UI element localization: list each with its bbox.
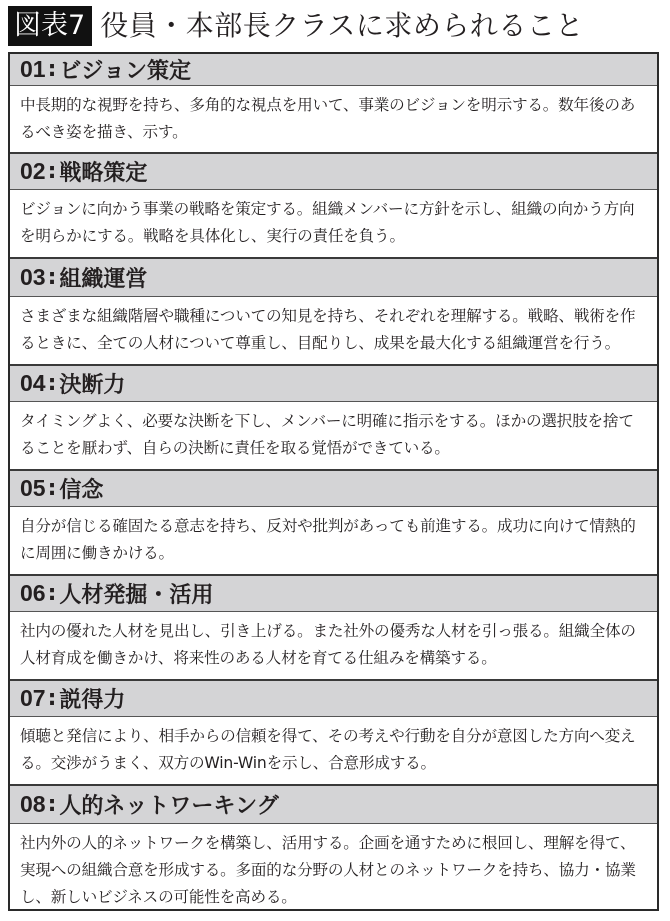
section-separator: : xyxy=(47,265,57,290)
section-separator: : xyxy=(47,159,57,184)
section-body: タイミングよく、必要な決断を下し、メンバーに明確に指示をする。ほかの選択肢を捨てることを厭わず、自らの決断に責任を取る覚悟ができている。 xyxy=(20,412,634,457)
section-title: ビジョン策定 xyxy=(59,59,191,84)
section-body: さまざまな組織階層や職種についての知見を持ち、それぞれを理解する。戦略、戦術を作るときに、全ての人材について尊重し、目配りし、成果を最大化する組織運営を行う。 xyxy=(20,307,636,352)
section-body: 社内の優れた人材を見出し、引き上げる。また社外の優秀な人材を引っ張る。組織全体の人材育成を働きかけ、将来性のある人材を育てる仕組みを構築する。 xyxy=(20,622,636,667)
section-number: 06 xyxy=(20,580,46,606)
section-talent xyxy=(10,574,657,679)
section-heading xyxy=(10,154,657,190)
section-title: 戦略策定 xyxy=(59,161,148,186)
section-title: 人材発掘・活用 xyxy=(59,583,214,608)
section-number: 04 xyxy=(20,370,46,396)
section-title: 人的ネットワーキング xyxy=(59,794,279,819)
section-conviction xyxy=(10,469,657,574)
section-body: 自分が信じる確固たる意志を持ち、反対や批判があっても前進する。成功に向けて情熱的に周囲に働きかける。 xyxy=(20,517,636,562)
section-title: 組織運営 xyxy=(59,267,148,292)
section-separator: : xyxy=(47,371,57,396)
section-heading xyxy=(10,786,657,824)
section-number: 02 xyxy=(20,158,46,184)
section-body: 中長期的な視野を持ち、多角的な視点を用いて、事業のビジョンを明示する。数年後のあるべき姿を描き、示す。 xyxy=(20,96,636,141)
section-number: 01 xyxy=(20,56,46,82)
section-separator: : xyxy=(47,476,57,501)
section-networking xyxy=(10,784,657,918)
section-heading xyxy=(10,471,657,507)
section-body: 傾聴と発信により、相手からの信頼を得て、その考えや行動を自分が意図した方向へ変える。交渉がうまく、双方のWin-Winを示し、合意形成する。 xyxy=(20,727,636,772)
section-organization xyxy=(10,257,657,364)
section-title: 決断力 xyxy=(59,373,126,398)
section-vision xyxy=(10,54,657,152)
section-number: 05 xyxy=(20,475,46,501)
section-title: 説得力 xyxy=(59,688,126,713)
section-heading xyxy=(10,576,657,612)
section-number: 08 xyxy=(20,791,46,817)
section-number: 03 xyxy=(20,264,46,290)
section-strategy xyxy=(10,152,657,257)
section-title: 信念 xyxy=(59,478,104,503)
figure-title: 役員・本部長クラスに求められること xyxy=(100,9,584,42)
section-heading xyxy=(10,681,657,717)
section-persuasion xyxy=(10,679,657,784)
section-heading xyxy=(10,259,657,297)
section-body: ビジョンに向かう事業の戦略を策定する。組織メンバーに方針を示し、組織の向かう方向を明らかにする。戦略を具体化し、実行の責任を負う。 xyxy=(20,200,635,245)
section-separator: : xyxy=(47,581,57,606)
section-number: 07 xyxy=(20,685,46,711)
section-body: 社内外の人的ネットワークを構築し、活用する。企画を通すために根回し、理解を得て、実現への組織合意を形成する。多面的な分野の人材とのネットワークを持ち、協力・協業し、新しいビジネスの可能性を高める。 xyxy=(20,834,636,906)
section-decisiveness xyxy=(10,364,657,469)
section-heading xyxy=(10,54,657,86)
figure-title-row xyxy=(8,6,584,46)
competency-table xyxy=(8,52,659,911)
section-heading xyxy=(10,366,657,402)
section-separator: : xyxy=(47,57,57,82)
section-separator: : xyxy=(47,686,57,711)
figure-badge: 図表7 xyxy=(8,6,92,46)
section-separator: : xyxy=(47,792,57,817)
